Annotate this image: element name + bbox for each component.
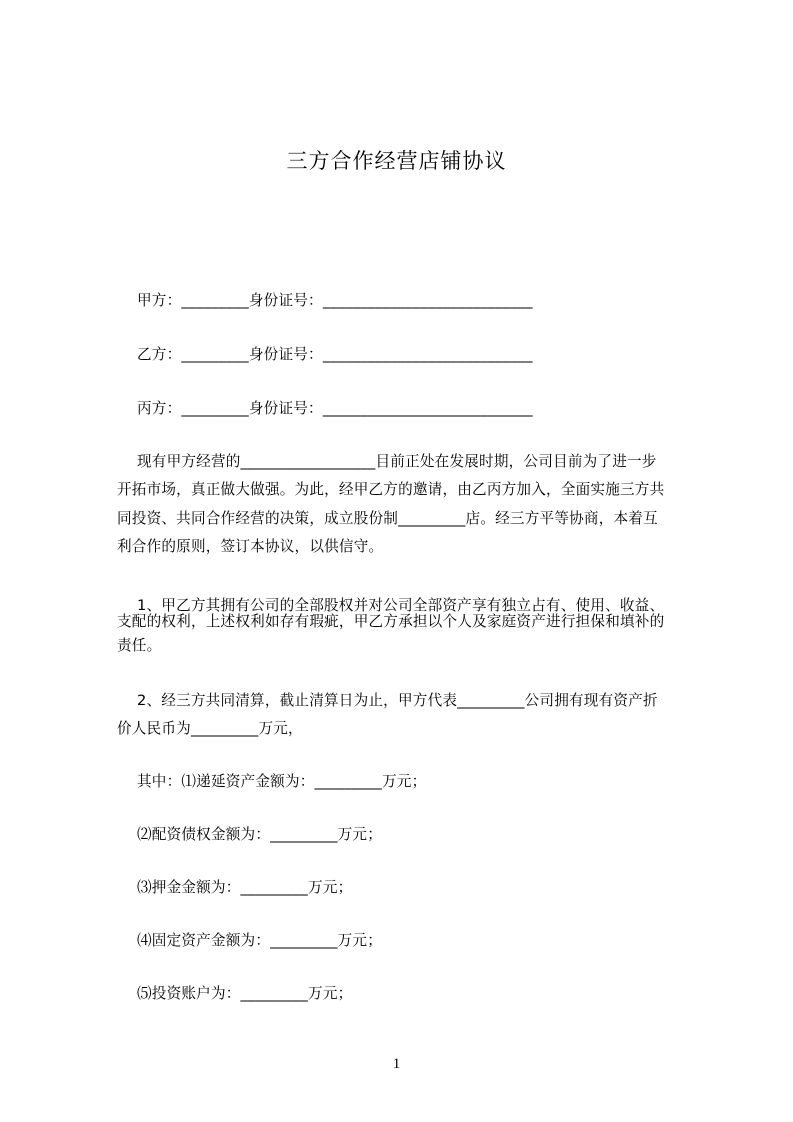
document-title: 三方合作经营店铺协议 (286, 149, 507, 173)
clause-1-line: 责任。 (117, 637, 162, 654)
page-number: 1 (392, 1056, 401, 1072)
asset-item: ⑶押金金额为：_________万元； (137, 879, 353, 896)
party-a-line: 甲方：_________身份证号：____________________________ (137, 292, 533, 309)
preamble-line: 开拓市场，真正做大做强。为此，经甲乙方的邀请，由乙丙方加入，全面实施三方共 (117, 481, 665, 498)
clause-2-line: 价人民币为_________万元， (117, 720, 303, 737)
clause-1-line: 支配的权利，上述权利如存有瑕疵，甲乙方承担以个人及家庭资产进行担保和填补的 (117, 613, 665, 630)
asset-item: ⑵配资债权金额为：_________万元； (137, 826, 382, 843)
party-c-line: 丙方：_________身份证号：____________________________ (137, 400, 533, 417)
party-b-line: 乙方：_________身份证号：____________________________ (137, 346, 533, 363)
preamble-line: 利合作的原则，签订本协议，以供信守。 (117, 538, 384, 555)
asset-item: 其中：⑴递延资产金额为：_________万元； (137, 773, 427, 790)
preamble-line: 现有甲方经营的__________________目前正处在发展时期，公司目前为了进一步 (137, 453, 657, 470)
asset-item: ⑸投资账户为：_________万元； (137, 985, 353, 1002)
preamble-line: 同投资、共同合作经营的决策，成立股份制_________店。经三方平等协商，本着互 (117, 510, 658, 527)
clause-1-line: 1、甲乙方其拥有公司的全部股权并对公司全部资产享有独立占有、使用、收益、 (137, 597, 665, 614)
asset-item: ⑷固定资产金额为：_________万元； (137, 932, 382, 949)
clause-2-line: 2、经三方共同清算，截止清算日为止，甲方代表_________公司拥有现有资产折 (137, 692, 658, 709)
